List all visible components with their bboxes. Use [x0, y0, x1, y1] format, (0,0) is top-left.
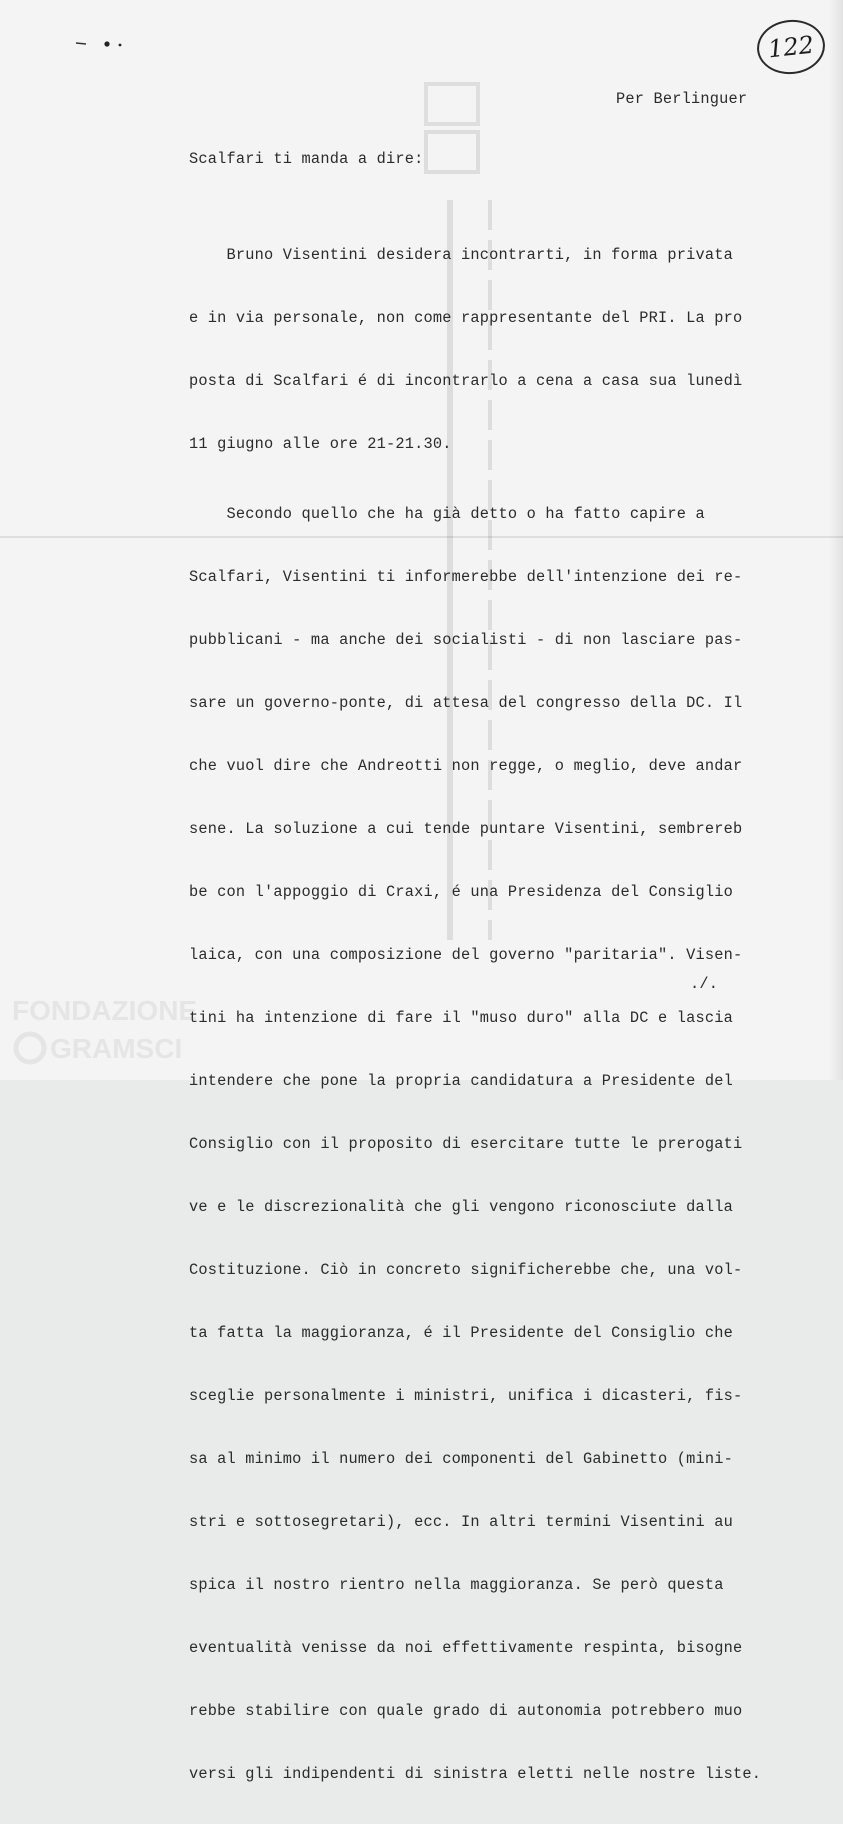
body-line: sa al minimo il numero dei componenti del Gabinetto (mini- — [189, 1450, 734, 1468]
body-line: Scalfari, Visentini ti informerebbe dell'intenzione dei re- — [189, 568, 743, 586]
body-line: Secondo quello che ha già detto o ha fatto capire a — [189, 505, 705, 523]
body-line: 11 giugno alle ore 21-21.30. — [189, 435, 452, 453]
page-edge-shadow — [829, 0, 843, 1080]
body-line: tini ha intenzione di fare il "muso duro" alla DC e lascia — [189, 1009, 734, 1027]
body-line: spica il nostro rientro nella maggioranza. Se però questa — [189, 1576, 724, 1594]
body-line: sare un governo-ponte, di attesa del congresso della DC. Il — [189, 694, 743, 712]
fondazione-gramsci-watermark — [8, 990, 228, 1070]
body-line: e in via personale, non come rappresentante del PRI. La pro — [189, 309, 743, 327]
body-line: rebbe stabilire con quale grado di autonomia potrebbero muo — [189, 1702, 743, 1720]
salutation: Scalfari ti manda a dire: — [189, 150, 424, 168]
body-line: laica, con una composizione del governo "paritaria". Visen- — [189, 946, 743, 964]
continuation-mark: ./. — [690, 975, 719, 993]
body-line: ve e le discrezionalità che gli vengono riconosciute dalla — [189, 1198, 734, 1216]
body-line: pubblicani - ma anche dei socialisti - di non lasciare pas- — [189, 631, 743, 649]
body-line: intendere che pone la propria candidatura a Presidente del — [189, 1072, 734, 1090]
body-line: Bruno Visentini desidera incontrarti, in forma privata — [189, 246, 734, 264]
watermark-line-1: FONDAZIONE — [12, 995, 198, 1026]
body-line: Consiglio con il proposito di esercitare tutte le prerogati — [189, 1135, 743, 1153]
body-line: versi gli indipendenti di sinistra eletti nelle nostre liste. — [189, 1765, 762, 1783]
archive-number: 122 — [754, 17, 827, 78]
body-line: ta fatta la maggioranza, é il Presidente del Consiglio che — [189, 1324, 734, 1342]
body-line: sene. La soluzione a cui tende puntare Visentini, sembrereb — [189, 820, 743, 838]
ink-mark — [76, 40, 122, 48]
body-line: sceglie personalmente i ministri, unifica i dicasteri, fis- — [189, 1387, 743, 1405]
watermark-line-2: GRAMSCI — [50, 1033, 183, 1064]
letter-body — [189, 206, 761, 1824]
body-line: posta di Scalfari é di incontrarlo a cena a casa sua lunedì — [189, 372, 743, 390]
addressee-line: Per Berlinguer — [616, 90, 748, 108]
body-line: eventualità venisse da noi effettivamente respinta, bisogne — [189, 1639, 743, 1657]
body-line: che vuol dire che Andreotti non regge, o meglio, deve andar — [189, 757, 743, 775]
body-line: stri e sottosegretari), ecc. In altri termini Visentini au — [189, 1513, 734, 1531]
body-line: Costituzione. Ciò in concreto significherebbe che, una vol- — [189, 1261, 743, 1279]
body-line: be con l'appoggio di Craxi, é una Presidenza del Consiglio — [189, 883, 734, 901]
